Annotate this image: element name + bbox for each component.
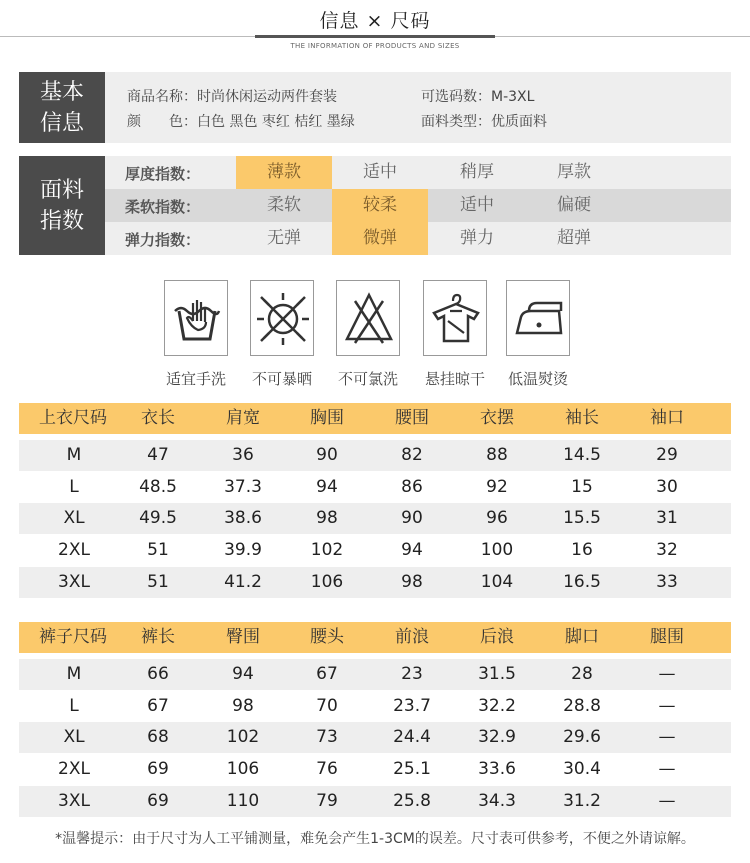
top-size-table-value-cell: 49.5 <box>139 508 177 528</box>
pants-size-table-column-header: 腰头 <box>310 627 344 647</box>
top-size-table-value-cell: 33 <box>656 572 678 592</box>
top-size-table-value-cell: 82 <box>401 445 423 465</box>
pants-size-table-value-cell: 34.3 <box>478 791 516 811</box>
pants-size-table-row <box>19 754 731 785</box>
top-size-table-column-header: 上衣尺码 <box>39 408 107 428</box>
fabric-option: 柔软 <box>267 195 301 215</box>
pants-size-table-column-header: 后浪 <box>480 627 514 647</box>
pants-size-table-value-cell: 32.2 <box>478 696 516 716</box>
top-size-table-value-cell: 39.9 <box>224 540 262 560</box>
pants-size-table-value-cell: 69 <box>147 759 169 779</box>
pants-size-table-value-cell: 68 <box>147 727 169 747</box>
fabric-index-name: 柔软指数： <box>125 198 201 216</box>
pants-size-table-value-cell: 24.4 <box>393 727 431 747</box>
top-size-table-value-cell: 30 <box>656 477 678 497</box>
top-size-table-value-cell: 98 <box>401 572 423 592</box>
top-size-table-value-cell: 14.5 <box>563 445 601 465</box>
top-size-table-row <box>19 567 731 598</box>
pants-size-table-value-cell: 98 <box>232 696 254 716</box>
top-size-table-value-cell: 41.2 <box>224 572 262 592</box>
available-sizes-value: M-3XL <box>491 89 535 105</box>
pants-size-table-value-cell: 30.4 <box>563 759 601 779</box>
pants-size-table-value-cell: 66 <box>147 664 169 684</box>
care-label: 悬挂晾干 <box>424 370 485 388</box>
top-size-table-value-cell: 37.3 <box>224 477 262 497</box>
fabric-index-label-line1: 面料 <box>39 177 84 203</box>
top-size-table-value-cell: 51 <box>147 540 169 560</box>
fabric-option: 适中 <box>460 195 494 215</box>
pants-size-table-value-cell: 79 <box>316 791 338 811</box>
product-name <box>127 86 337 106</box>
pants-size-table-value-cell: — <box>658 727 676 747</box>
fabric-index-label <box>19 156 105 255</box>
pants-size-table-value-cell: — <box>658 759 676 779</box>
pants-size-table-column-header: 臀围 <box>226 627 260 647</box>
basic-info-label-line2: 信息 <box>39 110 84 136</box>
care-label: 低温熨烫 <box>507 370 568 388</box>
page-title: 信息 × 尺码 <box>319 10 431 32</box>
pants-size-table-value-cell: 29.6 <box>563 727 601 747</box>
pants-size-table-row <box>19 786 731 817</box>
top-size-table-value-cell: 51 <box>147 572 169 592</box>
page-subtitle: THE INFORMATION OF PRODUCTS AND SIZES <box>290 42 460 50</box>
pants-size-table-row <box>19 722 731 753</box>
top-size-table-value-cell: 102 <box>310 540 344 560</box>
product-colors-label: 颜 色： <box>127 114 197 130</box>
fabric-option: 无弹 <box>267 228 301 248</box>
pants-size-table-value-cell: 25.1 <box>393 759 431 779</box>
top-size-table-column-header: 袖长 <box>565 408 599 428</box>
top-size-table-value-cell: 29 <box>656 445 678 465</box>
top-size-table-value-cell: 90 <box>316 445 338 465</box>
top-size-table-size-cell: 3XL <box>58 572 90 592</box>
fabric-option: 适中 <box>363 162 397 182</box>
top-size-table-value-cell: 98 <box>316 508 338 528</box>
top-size-table-value-cell: 94 <box>401 540 423 560</box>
top-size-table-column-header: 胸围 <box>310 408 344 428</box>
basic-info-label <box>19 72 105 143</box>
pants-size-table-size-cell: XL <box>63 727 85 747</box>
pants-size-table-value-cell: 28 <box>571 664 593 684</box>
top-size-table-size-cell: M <box>66 445 82 465</box>
pants-size-table-value-cell: 23.7 <box>393 696 431 716</box>
fabric-index-row <box>105 189 731 222</box>
fabric-type <box>421 111 547 131</box>
top-size-table-value-cell: 96 <box>486 508 508 528</box>
pants-size-table-size-cell: L <box>69 696 79 716</box>
care-label: 适宜手洗 <box>165 370 226 388</box>
top-size-table-value-cell: 92 <box>486 477 508 497</box>
care-label: 不可暴晒 <box>251 370 312 388</box>
pants-size-table-value-cell: 67 <box>147 696 169 716</box>
pants-size-table-value-cell: 110 <box>226 791 260 811</box>
pants-size-table-value-cell: 102 <box>226 727 260 747</box>
top-size-table-column-header: 腰围 <box>395 408 429 428</box>
product-name-label: 商品名称： <box>127 89 197 105</box>
pants-size-table-size-cell: 2XL <box>58 759 90 779</box>
pants-size-table-value-cell: 31.2 <box>563 791 601 811</box>
fabric-index-label-line2: 指数 <box>39 208 84 234</box>
top-size-table-value-cell: 94 <box>316 477 338 497</box>
top-size-table-column-header: 肩宽 <box>226 408 260 428</box>
pants-size-table-column-header: 前浪 <box>395 627 429 647</box>
fabric-option-selected: 微弹 <box>332 222 428 255</box>
top-size-table-row <box>19 472 731 503</box>
top-size-table-value-cell: 16 <box>571 540 593 560</box>
pants-size-table-value-cell: 32.9 <box>478 727 516 747</box>
pants-size-table-value-cell: 25.8 <box>393 791 431 811</box>
pants-size-table <box>19 622 731 822</box>
pants-size-table-value-cell: 76 <box>316 759 338 779</box>
pants-size-table-size-cell: 3XL <box>58 791 90 811</box>
product-colors-value: 白色 黑色 枣红 桔红 墨绿 <box>197 114 355 130</box>
pants-size-table-column-header: 腿围 <box>650 627 684 647</box>
pants-size-table-value-cell: 106 <box>226 759 260 779</box>
pants-size-table-header <box>19 622 731 653</box>
pants-size-table-value-cell: 28.8 <box>563 696 601 716</box>
top-size-table-column-header: 袖口 <box>650 408 684 428</box>
pants-size-table-value-cell: — <box>658 664 676 684</box>
fabric-index-panel <box>105 156 731 255</box>
hand-wash-icon <box>164 280 228 356</box>
fabric-option-selected: 薄款 <box>236 156 332 189</box>
top-size-table-value-cell: 47 <box>147 445 169 465</box>
top-size-table-row <box>19 535 731 566</box>
fabric-option: 偏硬 <box>557 195 591 215</box>
top-size-table-row <box>19 503 731 534</box>
fabric-option: 超弹 <box>557 228 591 248</box>
top-size-table-value-cell: 88 <box>486 445 508 465</box>
fabric-type-value: 优质面料 <box>491 114 547 130</box>
fabric-index-name: 弹力指数： <box>125 231 201 249</box>
top-size-table-column-header: 衣长 <box>141 408 175 428</box>
top-size-table-value-cell: 16.5 <box>563 572 601 592</box>
top-size-table <box>19 403 731 603</box>
pants-size-table-column-header: 裤子尺码 <box>39 627 107 647</box>
pants-size-table-size-cell: M <box>66 664 82 684</box>
top-size-table-column-header: 衣摆 <box>480 408 514 428</box>
top-size-table-value-cell: 104 <box>480 572 514 592</box>
top-size-table-value-cell: 106 <box>310 572 344 592</box>
available-sizes <box>421 86 534 106</box>
top-size-table-size-cell: L <box>69 477 79 497</box>
header-divider-left <box>0 36 255 37</box>
top-size-table-row <box>19 440 731 471</box>
pants-size-table-value-cell: 73 <box>316 727 338 747</box>
fabric-option: 弹力 <box>460 228 494 248</box>
pants-size-table-value-cell: 94 <box>232 664 254 684</box>
top-size-table-value-cell: 15 <box>571 477 593 497</box>
fabric-index-row <box>105 156 731 189</box>
available-sizes-label: 可选码数： <box>421 89 491 105</box>
top-size-table-value-cell: 90 <box>401 508 423 528</box>
fabric-index-row <box>105 222 731 255</box>
pants-size-table-value-cell: 70 <box>316 696 338 716</box>
pants-size-table-value-cell: 33.6 <box>478 759 516 779</box>
pants-size-table-row <box>19 691 731 722</box>
top-size-table-value-cell: 15.5 <box>563 508 601 528</box>
section-header <box>0 0 750 58</box>
no-sun-dry-icon <box>250 280 314 356</box>
pants-size-table-value-cell: — <box>658 791 676 811</box>
top-size-table-value-cell: 86 <box>401 477 423 497</box>
product-name-value: 时尚休闲运动两件套装 <box>197 89 337 105</box>
pants-size-table-value-cell: 67 <box>316 664 338 684</box>
hang-dry-icon <box>423 280 487 356</box>
pants-size-table-value-cell: — <box>658 696 676 716</box>
measurement-note: *温馨提示：由于尺寸为人工平铺测量，难免会产生1-3CM的误差。尺寸表可供参考，不便之外请谅解。 <box>55 831 695 847</box>
care-label: 不可氯洗 <box>337 370 398 388</box>
basic-info-label-line1: 基本 <box>39 79 84 105</box>
header-divider-center <box>255 35 495 38</box>
fabric-option-selected: 较柔 <box>332 189 428 222</box>
top-size-table-size-cell: 2XL <box>58 540 90 560</box>
low-iron-icon <box>506 280 570 356</box>
pants-size-table-column-header: 脚口 <box>565 627 599 647</box>
top-size-table-header <box>19 403 731 434</box>
fabric-option: 厚款 <box>557 162 591 182</box>
header-divider-right <box>495 36 750 37</box>
pants-size-table-value-cell: 23 <box>401 664 423 684</box>
pants-size-table-row <box>19 659 731 690</box>
top-size-table-value-cell: 36 <box>232 445 254 465</box>
no-bleach-icon <box>336 280 400 356</box>
top-size-table-size-cell: XL <box>63 508 85 528</box>
top-size-table-value-cell: 32 <box>656 540 678 560</box>
fabric-index-name: 厚度指数： <box>125 165 201 183</box>
top-size-table-value-cell: 48.5 <box>139 477 177 497</box>
pants-size-table-value-cell: 69 <box>147 791 169 811</box>
top-size-table-value-cell: 38.6 <box>224 508 262 528</box>
top-size-table-value-cell: 100 <box>480 540 514 560</box>
fabric-type-label: 面料类型： <box>421 114 491 130</box>
pants-size-table-column-header: 裤长 <box>141 627 175 647</box>
pants-size-table-value-cell: 31.5 <box>478 664 516 684</box>
basic-info-panel <box>105 72 731 143</box>
product-colors <box>127 111 355 131</box>
top-size-table-value-cell: 31 <box>656 508 678 528</box>
fabric-option: 稍厚 <box>460 162 494 182</box>
